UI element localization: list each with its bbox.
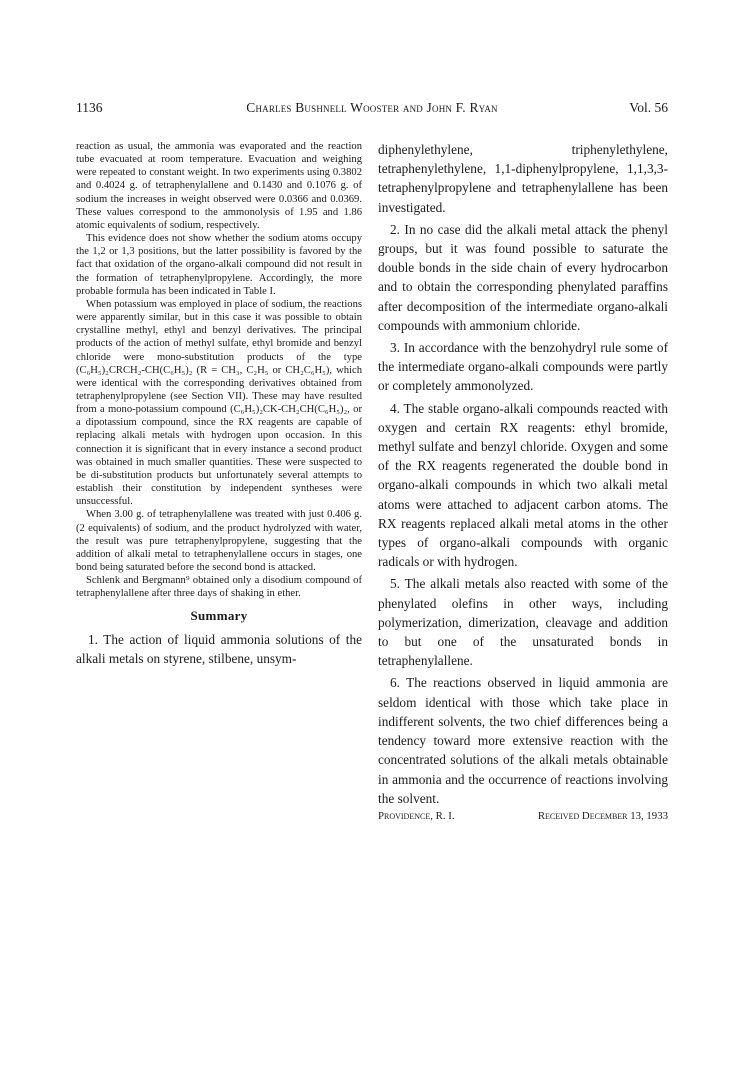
received-line [378, 810, 668, 826]
running-header [76, 100, 668, 120]
running-title-authors: Charles Bushnell Wooster and John F. Ryan [246, 100, 498, 115]
paragraph: This evidence does not show whether the sodium atoms occupy the 1,2 or 1,3 positions, but the latter possibility is favored by the fact that oxidation of the organo-alkali compound did not result in the formation of tetraphenylpropylene. Accordingly, the more probable formula has been indicated in Table I. [76, 233, 362, 297]
summary-item: diphenylethylene, triphenylethylene, tetraphenylethylene, 1,1-diphenylpropylene, 1,1,3,3-tetraphenylpropylene and tetraphenylallene has been investigated. [378, 142, 668, 215]
paragraph: When potassium was employed in place of sodium, the reactions were apparently similar, but in this case it was possible to obtain crystalline methyl, ethyl and benzyl derivatives. The principal products of the action of methyl sulfate, ethyl bromide and benzyl chloride were mono-substitution products of the type (C₆H₅)₂CRCH₂-CH(C₆H₅)₂ (R = CH₃, C₂H₅ or CH₂C₆H₅), which were identical with the corresponding derivatives obtained from tetraphenylpropylene (see Section VII). These may have resulted from a mono-potassium compound (C₆H₅)₂CK-CH₂CH(C₆H₅)₂, or a dipotassium compound, since the RX reagents are capable of replacing alkali metals with hydrogen upon occasion. In this connection it is significant that in every instance a second product was obtained in much smaller quantities. These were suspected to be di-substitution products but unfortunately several attempts to establish their constitution by independent syntheses were unsuccessful. [76, 298, 362, 508]
summary-item: 6. The reactions observed in liquid ammonia are seldom identical with those which take place in indifferent solvents, the two chief differences being a tendency toward more extensive reaction with the concentrated solutions of the alkali metals obtainable in ammonia and the occurrence of reactions involving the solvent. [378, 675, 668, 806]
left-column [76, 140, 362, 668]
experimental-text [76, 140, 362, 600]
section-heading: Summary [190, 608, 248, 624]
page-number: 1136 [76, 100, 103, 115]
summary-item: 4. The stable organo-alkali compounds reacted with oxygen and certain RX reagents: ethyl bromide, methyl sulfate and benzyl chloride. Oxygen and some of the RX reagents regenerated the double bond in organo-alkali compounds in which two alkali metal atoms were attached to adjacent carbon atoms. The RX reagents replaced alkali metal atoms in the other types of organo-alkali compounds with organic radicals or with hydrogen. [378, 400, 668, 570]
summary-item: 5. The alkali metals also reacted with some of the phenylated olefins in other ways, including polymerization, dimerization, cleavage and addition to but one of the unsaturated bonds in tetraphenylallene. [378, 576, 668, 669]
paragraph: Schlenk and Bergmann⁹ obtained only a disodium compound of tetraphenylallene after three days of shaking in ether. [76, 575, 362, 600]
received-date: Received December 13, 1933 [537, 809, 668, 822]
paragraph: reaction as usual, the ammonia was evaporated and the reaction tube evacuated at room temperature. Evacuation and weighing were repeated to constant weight. In two experiments using 0.3802 and 0.4024 g. of tetraphenylallene and 0.1430 and 0.1076 g. of sodium the increases in weight observed were 0.0366 and 0.0369. These values correspond to the ammonolysis of 1.95 and 1.86 atomic equivalents of sodium, respectively. [76, 141, 362, 231]
volume-number: Vol. 56 [629, 100, 668, 115]
summary-start [76, 630, 362, 668]
location: Providence, R. I. [378, 809, 455, 822]
paragraph: When 3.00 g. of tetraphenylallene was treated with just 0.406 g. (2 equivalents) of sodium, and the product hydrolyzed with water, the result was pure tetraphenylpropylene, suggesting that the addition of alkali metal to tetraphenylallene occurs in stages, one bond being saturated before the second bond is attacked. [76, 509, 362, 573]
summary-item: 3. In accordance with the benzohydryl rule some of the intermediate organo-alkali compounds were partly or completely ammonolyzed. [378, 340, 668, 394]
summary-item: 1. The action of liquid ammonia solutions of the alkali metals on styrene, stilbene, unsym- [76, 632, 362, 667]
summary-item: 2. In no case did the alkali metal attack the phenyl groups, but it was found possible to saturate the double bonds in the side chain of every hydrocarbon and to obtain the corresponding phenylated paraffins after decomposition of the intermediate organo-alkali compounds with ammonium chloride. [378, 221, 668, 333]
summary-continued [378, 140, 668, 808]
right-column [378, 140, 668, 826]
